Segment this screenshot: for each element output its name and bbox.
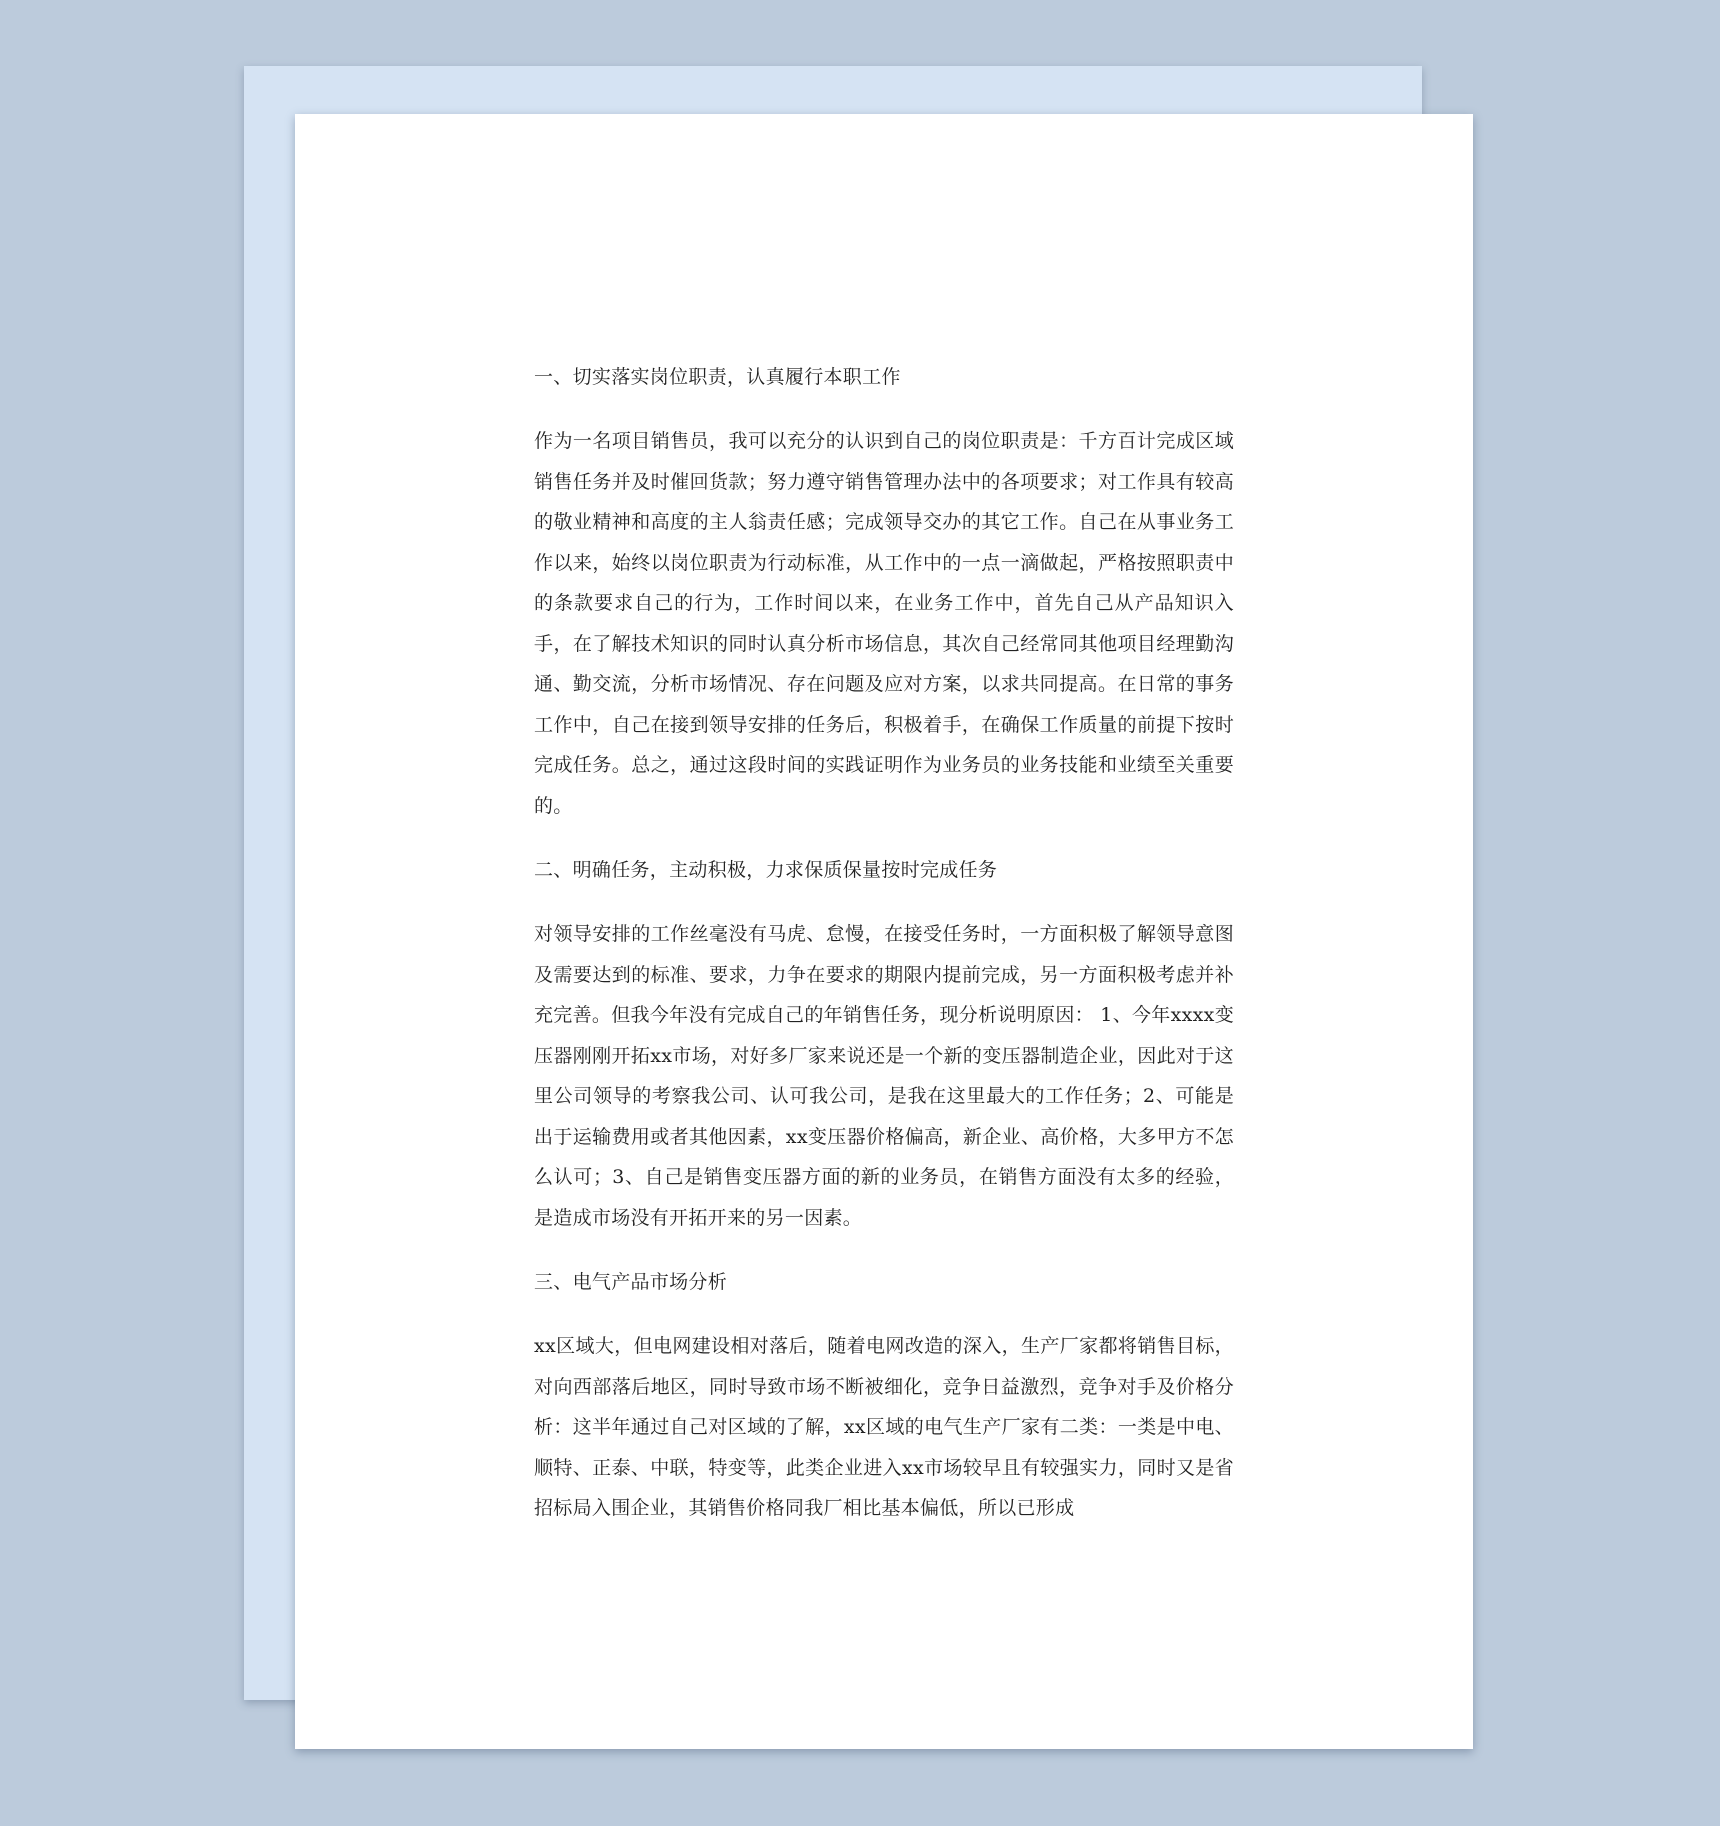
- section-heading-2: 二、明确任务，主动积极，力求保质保量按时完成任务: [534, 859, 998, 881]
- section-paragraph-1: 作为一名项目销售员，我可以充分的认识到自己的岗位职责是：千方百计完成区域销售任务并及时催回货款；努力遵守销售管理办法中的各项要求；对工作具有较高的敬业精神和高度的主人翁责任感；完成领导交办的其它工作。自己在从事业务工作以来，始终以岗位职责为行动标准，从工作中的一点一滴做起，严格按照职责中的条款要求自己的行为，工作时间以来，在业务工作中，首先自己从产品知识入手，在了解技术知识的同时认真分析市场信息，其次自己经常同其他项目经理勤沟通、勤交流，分析市场情况、存在问题及应对方案，以求共同提高。在日常的事务工作中，自己在接到领导安排的任务后，积极着手，在确保工作质量的前提下按时完成任务。总之，通过这段时间的实践证明作为业务员的业务技能和业绩至关重要的。: [534, 430, 1234, 817]
- section-heading-3: 三、电气产品市场分析: [534, 1271, 728, 1293]
- document-body: [534, 357, 1234, 1553]
- section-paragraph-2: 对领导安排的工作丝毫没有马虎、怠慢，在接受任务时，一方面积极了解领导意图及需要达到的标准、要求，力争在要求的期限内提前完成，另一方面积极考虑并补充完善。但我今年没有完成自己的年销售任务，现分析说明原因： 1、今年xxxx变压器刚刚开拓xx市场，对好多厂家来说还是一个新的变压器制造企业，因此对于这里公司领导的考察我公司、认可我公司，是我在这里最大的工作任务；2、可能是出于运输费用或者其他因素，xx变压器价格偏高，新企业、高价格，大多甲方不怎么认可；3、自己是销售变压器方面的新的业务员，在销售方面没有太多的经验，是造成市场没有开拓开来的另一因素。: [534, 923, 1234, 1229]
- document-page: [295, 114, 1473, 1749]
- section-heading-1: 一、切实落实岗位职责，认真履行本职工作: [534, 366, 901, 388]
- section-paragraph-3: xx区域大，但电网建设相对落后，随着电网改造的深入，生产厂家都将销售目标，对向西部落后地区，同时导致市场不断被细化，竞争日益激烈，竞争对手及价格分析：这半年通过自己对区域的了解，xx区域的电气生产厂家有二类：一类是中电、顺特、正泰、中联，特变等，此类企业进入xx市场较早且有较强实力，同时又是省招标局入围企业，其销售价格同我厂相比基本偏低，所以已形成: [534, 1335, 1234, 1519]
